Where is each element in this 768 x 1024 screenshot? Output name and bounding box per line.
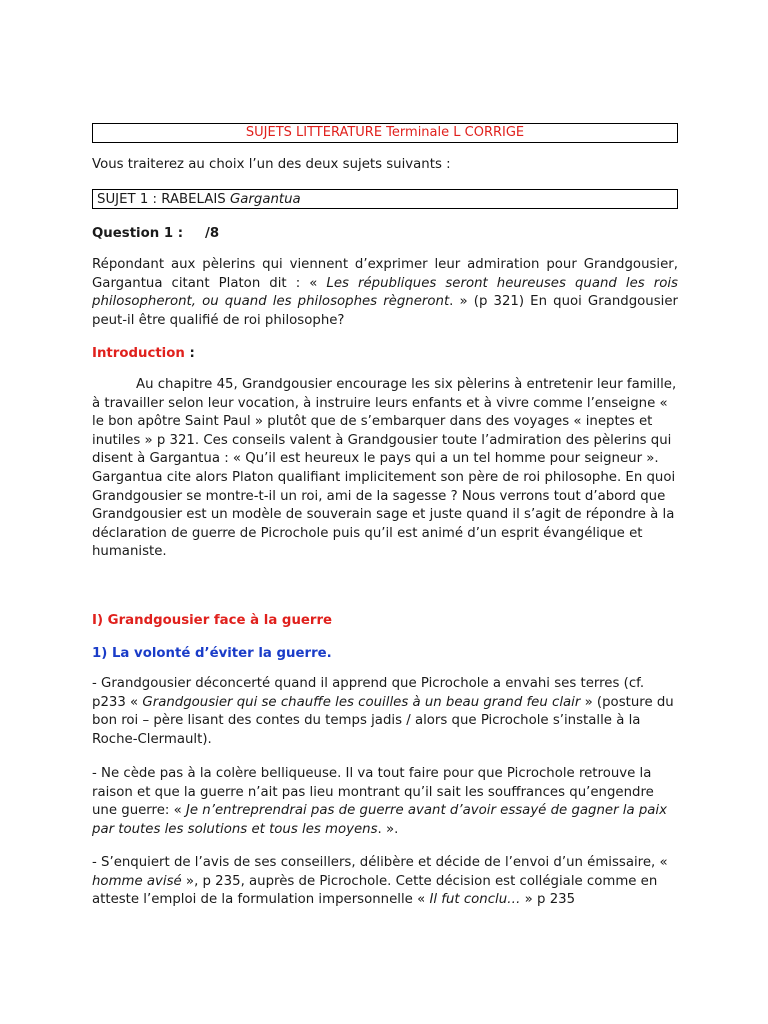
introduction-heading [92,344,678,363]
question-label: Question 1 : [92,226,184,241]
introduction-text: Au chapitre 45, Grandgousier encourage les six pèlerins à entretenir leur famille, à travailler selon leur vocation, à instruire leurs enfants et à vivre comme l’enseigne « le bon apôtre Saint Paul » plutôt que de s’embarquer dans des voyages « ineptes et inutiles » p 321. Ces conseils valent à Grandgousier toute l’admiration des pèlerins qui disent à Gargantua : « Qu’il est heureux le pays qui a un tel homme pour seigneur ». Gargantua cite alors Platon qualifiant implicitement son père de roi philosophe. En quoi Grandgousier se montre-t-il un roi, ami de la sagesse ? Nous verrons tout d’abord que Grandgousier est un modèle de souverain sage et juste quand il s’agit de répondre à la déclaration de guerre de Picrochole puis qu’il est animé d’un esprit évangélique et humaniste. [92,377,677,560]
p3-before: - S’enquiert de l’avis de ses conseillers, délibère et décide de l’envoi d’un émissaire, « [92,855,668,870]
p2-after: . ». [377,821,399,837]
p3-middle: », p 235, auprès de Picrochole. Cette décision est collégiale comme en atteste l’emploi de la formulation impersonnelle « [92,873,658,908]
introduction-paragraph [92,376,678,562]
p3-after: » p 235 [520,892,576,908]
p1-before: - Grandgousier déconcerté quand il apprend que Picrochole a envahi ses terres (cf. p233 « [92,676,645,710]
subsection-heading: 1) La volonté d’éviter la guerre. [92,646,332,661]
sujet-box [92,189,678,209]
document-title: SUJETS LITTERATURE Terminale L CORRIGE [245,125,525,140]
sujet-label: SUJET 1 : RABELAIS [97,192,230,207]
question-text [92,256,678,330]
question-text-before: Répondant aux pèlerins qui viennent d’exprimer leur admiration pour Grandgousier, Gargantua citant Platon dit : « [92,257,678,291]
question-text-after: . » (p 321) En quoi Grandgousier peut-il être qualifié de roi philosophe? [92,294,678,328]
question-quote: Les républiques seront heureuses quand les rois philosopheront, ou quand les philosophes règneront [92,275,678,309]
question-heading [92,224,678,243]
section-heading: I) Grandgousier face à la guerre [92,613,333,628]
p1-quote: Grandgousier qui se chauffe les couilles à un beau grand feu clair [142,694,581,710]
paragraph-2 [92,765,678,839]
introduction-label: Introduction [92,346,185,361]
p3-quote-2: Il fut conclu… [429,892,521,908]
instruction-line: Vous traiterez au choix l’un des deux sujets suivants : [92,157,451,172]
p1-after: » (posture du bon roi – père lisant des contes du temps jadis / alors que Picrochole s’installe à la Roche-Clermault). [92,694,674,747]
paragraph-1 [92,675,678,749]
introduction-colon: : [184,346,195,361]
question-mark: /8 [205,226,220,241]
p2-quote: Je n’entreprendrai pas de guerre avant d’avoir essayé de gagner la paix par toutes les solutions et tous les moyens [92,803,667,837]
p3-quote-1: homme avisé [92,873,182,889]
p2-before: - Ne cède pas à la colère belliqueuse. Il va tout faire pour que Picrochole retrouve la raison et que la guerre n’ait pas lieu montrant qu’il sait les souffrances qu’engendre une guerre: « [92,766,654,819]
paragraph-3 [92,854,678,910]
sujet-work: Gargantua [229,192,301,207]
title-box [92,123,678,143]
